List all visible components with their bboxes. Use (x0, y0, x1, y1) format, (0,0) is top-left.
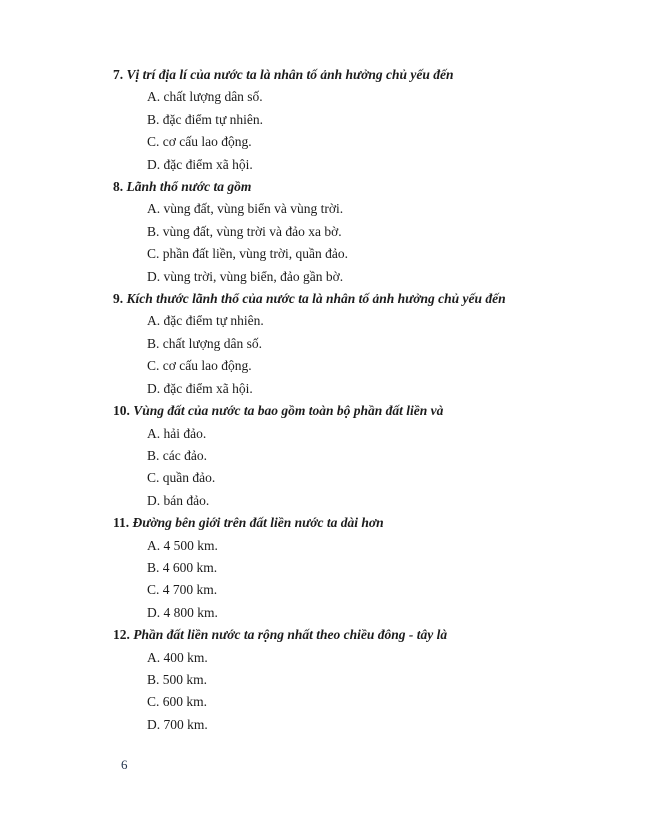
question-item (113, 64, 625, 176)
question-stem: Kích thước lãnh thổ của nước ta là nhân tố ảnh hưởng chủ yếu đến (126, 291, 506, 307)
option-label: A. (147, 201, 161, 217)
option-label: A. (147, 425, 161, 441)
question-item (113, 512, 625, 624)
question-stem: Phần đất liền nước ta rộng nhất theo chiều đông - tây là (133, 627, 448, 643)
option-text: đặc điểm xã hội. (163, 380, 253, 396)
question-number: 7. (113, 67, 124, 82)
question-option (113, 445, 625, 467)
option-text: 600 km. (162, 694, 208, 710)
option-text: đặc điểm tự nhiên. (163, 313, 264, 329)
option-label: D. (147, 492, 161, 508)
option-text: cơ cấu lao động. (162, 358, 252, 374)
option-label: B. (147, 335, 160, 351)
option-text: 4 500 km. (163, 537, 218, 553)
question-stem-line (113, 288, 625, 310)
option-label: C. (147, 582, 160, 598)
question-stem-line (113, 624, 625, 646)
question-option (113, 647, 625, 669)
option-label: B. (147, 111, 160, 127)
question-option (113, 221, 625, 243)
question-option (113, 355, 625, 377)
question-number: 9. (113, 291, 124, 307)
question-item (113, 288, 625, 400)
question-option (113, 378, 625, 400)
question-option (113, 86, 625, 108)
question-stem: Vùng đất của nước ta bao gồm toàn bộ phần đất liền và (133, 403, 444, 419)
option-label: A. (147, 89, 161, 105)
question-number: 10. (113, 403, 130, 419)
option-text: 4 600 km. (162, 559, 218, 575)
option-text: 4 700 km. (162, 582, 218, 598)
question-option (113, 490, 625, 512)
option-label: C. (147, 134, 160, 150)
option-text: đặc điểm tự nhiên. (162, 111, 264, 127)
question-option (113, 109, 625, 131)
option-label: C. (147, 470, 160, 486)
option-label: B. (147, 559, 160, 575)
questions (113, 64, 625, 736)
question-option (113, 535, 625, 557)
option-text: 4 800 km. (163, 604, 218, 620)
option-text: cơ cấu lao động. (162, 134, 252, 150)
option-text: bán đảo. (163, 492, 210, 508)
option-label: B. (147, 447, 160, 463)
question-item (113, 624, 625, 736)
question-option (113, 467, 625, 489)
question-stem-line (113, 64, 625, 86)
option-text: đặc điểm xã hội. (163, 156, 253, 172)
question-option (113, 423, 625, 445)
question-option (113, 198, 625, 220)
question-option (113, 602, 625, 624)
option-label: A. (147, 537, 161, 553)
option-text: vùng đất, vùng trời và đảo xa bờ. (162, 223, 342, 239)
question-option (113, 333, 625, 355)
option-label: B. (147, 223, 160, 239)
question-item (113, 176, 625, 288)
option-text: vùng đất, vùng biển và vùng trời. (163, 201, 344, 217)
option-text: 400 km. (163, 649, 208, 665)
option-text: phần đất liền, vùng trời, quần đảo. (162, 246, 348, 262)
page-number: 6 (121, 757, 128, 772)
option-label: D. (147, 716, 161, 732)
option-text: quần đảo. (162, 470, 216, 486)
option-text: chất lượng dân số. (162, 335, 262, 351)
question-number: 8. (113, 179, 124, 195)
option-label: C. (147, 694, 160, 710)
question-option (113, 579, 625, 601)
option-text: hải đảo. (163, 425, 207, 441)
option-label: C. (147, 246, 160, 262)
option-label: C. (147, 358, 160, 374)
question-stem: Lãnh thổ nước ta gồm (126, 179, 252, 195)
question-option (113, 691, 625, 713)
question-option (113, 154, 625, 176)
question-number: 12. (113, 627, 130, 643)
question-stem-line (113, 176, 625, 198)
question-stem: Đường bên giới trên đất liền nước ta dài hơn (132, 515, 384, 531)
option-text: các đảo. (162, 447, 207, 463)
option-label: D. (147, 268, 161, 284)
option-label: D. (147, 380, 161, 396)
question-stem-line (113, 400, 625, 422)
question-stem: Vị trí địa lí của nước ta là nhân tố ảnh hưởng chủ yếu đến (126, 67, 454, 82)
option-text: 700 km. (163, 716, 208, 732)
question-option (113, 266, 625, 288)
question-option (113, 557, 625, 579)
option-label: A. (147, 649, 161, 665)
question-stem-line (113, 512, 625, 534)
option-text: 500 km. (162, 671, 208, 687)
question-option (113, 669, 625, 691)
question-option (113, 714, 625, 736)
question-option (113, 131, 625, 153)
question-number: 11. (113, 515, 130, 531)
option-label: D. (147, 156, 161, 172)
option-label: B. (147, 671, 160, 687)
option-text: chất lượng dân số. (163, 89, 263, 105)
option-text: vùng trời, vùng biển, đảo gần bờ. (163, 268, 344, 284)
option-label: D. (147, 604, 161, 620)
question-item (113, 400, 625, 512)
question-option (113, 243, 625, 265)
option-label: A. (147, 313, 161, 329)
question-option (113, 310, 625, 332)
